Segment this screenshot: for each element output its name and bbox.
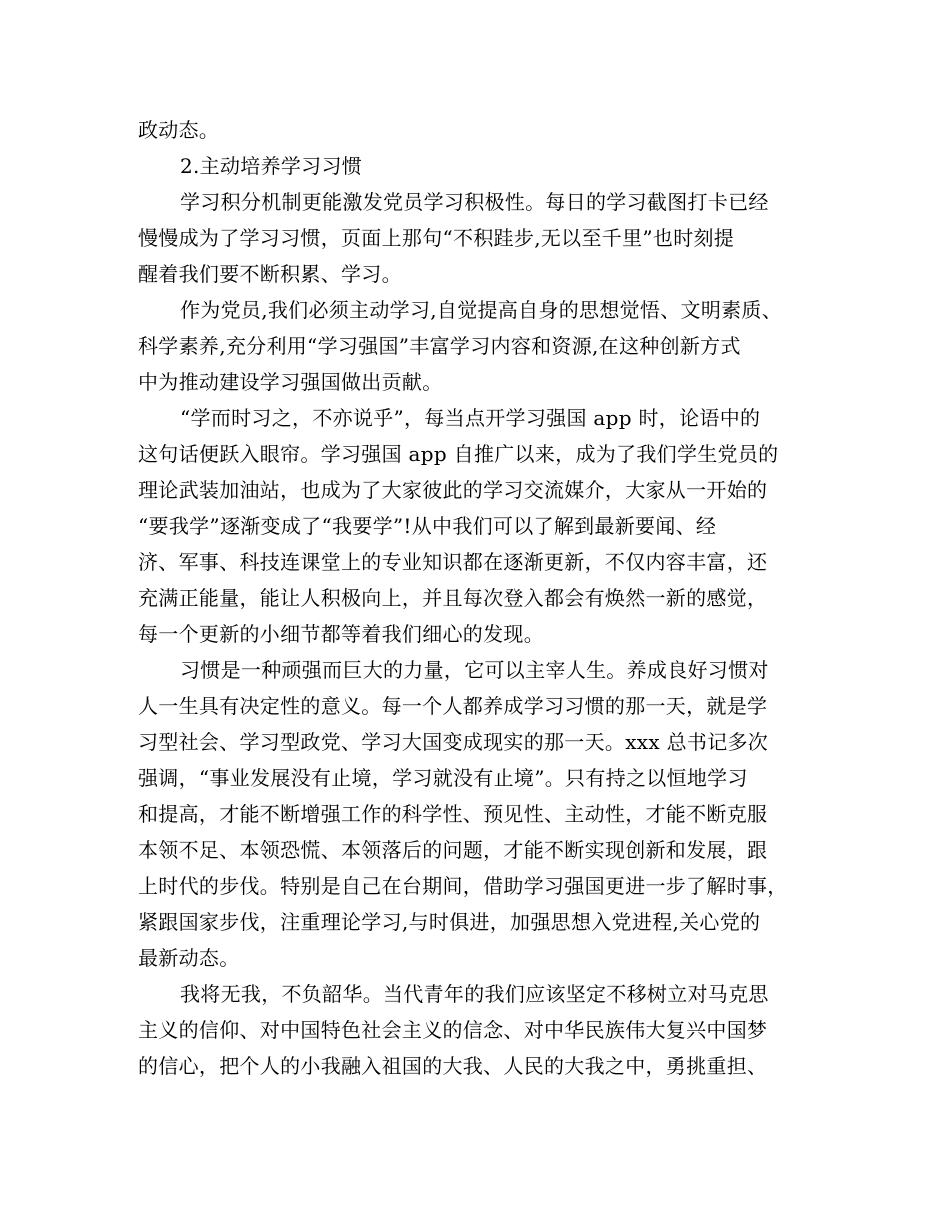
text-line: 科学素养,充分利用“学习强国”丰富学习内容和资源,在这种创新方式 [138,334,741,358]
text-line: 习惯是一种顽强而巨大的力量，它可以主宰人生。养成良好习惯对 [180,658,769,682]
text-line: “要我学”逐渐变成了“我要学”!从中我们可以了解到最新要闻、经 [138,514,717,538]
text-line: 中为推动建设学习强国做出贡献。 [138,370,443,394]
text-line: 慢慢成为了学习习惯，页面上那句“不积跬步,无以至千里”也时刻提 [138,226,735,250]
text-line: 这句话便跃入眼帘。学习强国 app 自推广以来，成为了我们学生党员的 [138,442,779,466]
text-line: 政动态。 [138,118,220,142]
text-line: 的信心，把个人的小我融入祖国的大我、人民的大我之中，勇挑重担、 [138,1054,768,1078]
text-line: 和提高，才能不断增强工作的科学性、预见性、主动性，才能不断克服 [138,802,768,826]
text-line: “学而时习之，不亦说乎”，每当点开学习强国 app 时，论语中的 [180,406,761,430]
text-line: 学习积分机制更能激发党员学习积极性。每日的学习截图打卡已经 [180,190,769,214]
document-body [138,112,818,1084]
text-line: 上时代的步伐。特别是自己在台期间，借助学习强国更进一步了解时事， [138,874,788,898]
text-line: 本领不足、本领恐慌、本领落后的问题，才能不断实现创新和发展，跟 [138,838,768,862]
text-line: 我将无我，不负韶华。当代青年的我们应该坚定不移树立对马克思 [180,982,769,1006]
text-line: 主义的信仰、对中国特色社会主义的信念、对中华民族伟大复兴中国梦 [138,1018,768,1042]
text-line: 充满正能量，能让人积极向上，并且每次登入都会有焕然一新的感觉， [138,586,768,610]
text-line: 强调，“事业发展没有止境，学习就没有止境”。只有持之以恒地学习 [138,766,748,790]
text-line: 济、军事、科技连课堂上的专业知识都在逐渐更新，不仅内容丰富，还 [138,550,768,574]
text-line: 每一个更新的小细节都等着我们细心的发现。 [138,622,544,646]
text-line: 人一生具有决定性的意义。每一个人都养成学习习惯的那一天，就是学 [138,694,768,718]
text-line: 醒着我们要不断积累、学习。 [138,262,402,286]
text-line: 2.主动培养学习习惯 [180,154,363,178]
text-line: 理论武装加油站，也成为了大家彼此的学习交流媒介，大家从一开始的 [138,478,768,502]
text-line: 作为党员,我们必须主动学习,自觉提高自身的思想觉悟、文明素质、 [180,298,783,322]
text-line: 紧跟国家步伐，注重理论学习,与时俱进，加强思想入党进程,关心党的 [138,910,761,934]
text-line: 最新动态。 [138,946,240,970]
text-line: 习型社会、学习型政党、学习大国变成现实的那一天。xxx 总书记多次 [138,730,769,754]
